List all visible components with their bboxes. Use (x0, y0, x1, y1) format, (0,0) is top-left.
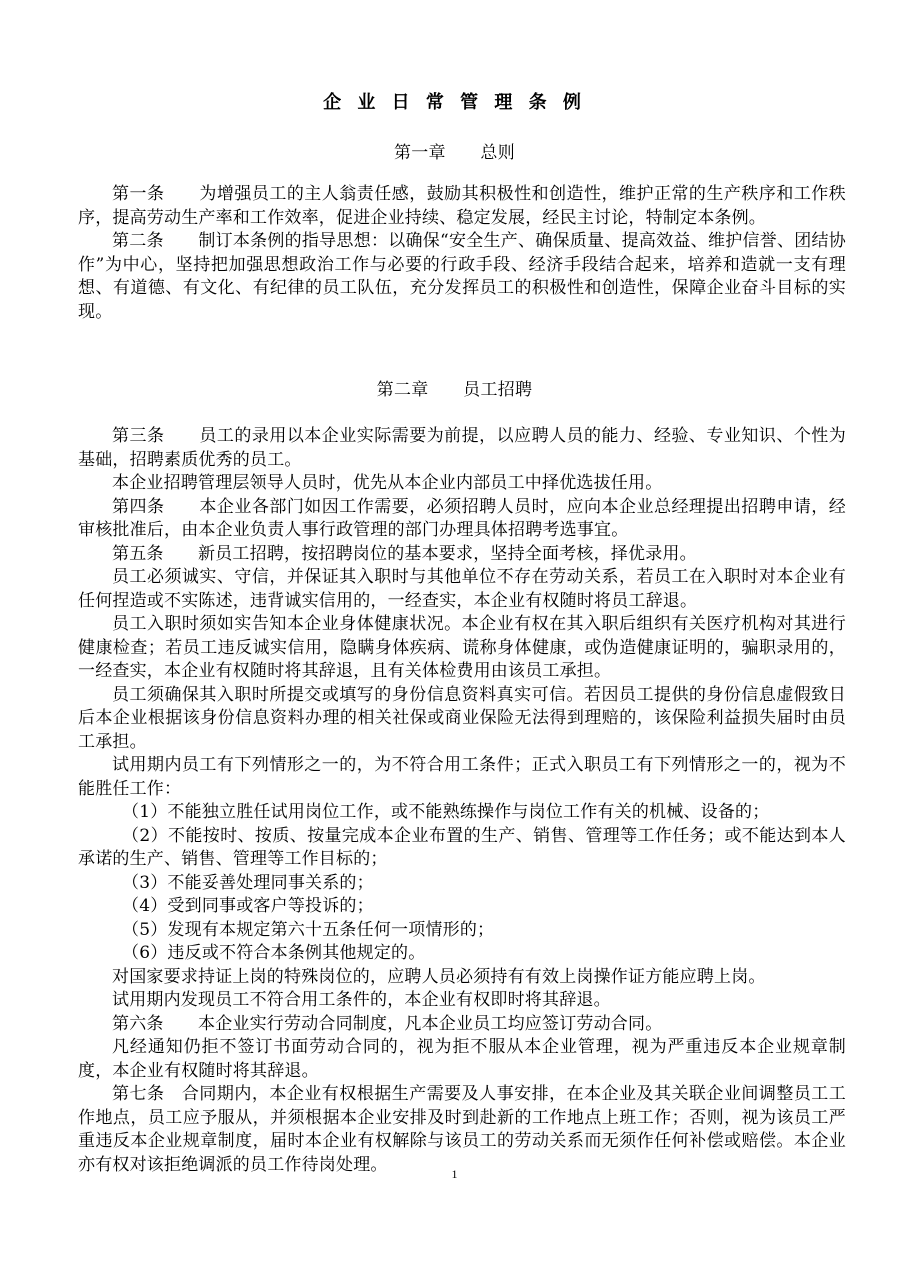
page-number: 1 (451, 1167, 458, 1181)
paragraph-probation-conditions: 试用期内员工有下列情形之一的，为不符合用工条件；正式入职员工有下列情形之一的，视为不能胜任工作： (78, 755, 846, 799)
list-item: （6）违反或不符合本条例其他规定的。 (122, 943, 426, 963)
article-4-paragraph: 第四条 本企业各部门如因工作需要，必须招聘人员时，应向本企业总经理提出招聘申请，经审核批准后，由本企业负责人事行政管理的部门办理具体招聘考选事宜。 (78, 496, 846, 540)
list-item: （3）不能妥善处理同事关系的； (122, 872, 374, 893)
paragraph-probation-dismissal: 试用期内发现员工不符合用工条件的，本企业有权即时将其辞退。 (112, 990, 611, 1010)
article-3-paragraph: 第三条 员工的录用以本企业实际需要为前提，以应聘人员的能力、经验、专业知识、个性为基础，招聘素质优秀的员工。 (78, 426, 846, 470)
list-item: （1）不能独立胜任试用岗位工作，或不能熟练操作与岗位工作有关的机械、设备的； (122, 802, 770, 822)
article-2-paragraph: 第二条 制订本条例的指导思想：以确保“安全生产、确保质量、提高效益、维护信誉、团结协作”为中心，坚持把加强思想政治工作与必要的行政手段、经济手段结合起来，培养和造就一支有理想、有道德、有文化、有纪律的员工队伍，充分发挥员工的积极性和创造性，保障企业奋斗目标的实现。 (78, 231, 846, 322)
list-item: （2）不能按时、按质、按量完成本企业布置的生产、销售、管理等工作任务；或不能达到本人承诺的生产、销售、管理等工作目标的； (78, 825, 846, 869)
list-item: （4）受到同事或客户等投诉的； (122, 896, 374, 916)
article-7-paragraph: 第七条 合同期内，本企业有权根据生产需要及人事安排，在本企业及其关联企业间调整员工工作地点，员工应予服从，并须根据本企业安排及时到赴新的工作地点上班工作；否则，视为该员工严重违反本企业规章制度，届时本企业有权解除与该员工的劳动关系而无须作任何补偿或赔偿。本企业亦有权对该拒绝调派的员工作待岗处理。 (78, 1084, 846, 1175)
paragraph-honesty: 员工必须诚实、守信，并保证其入职时与其他单位不存在劳动关系，若员工在入职时对本企业有任何捏造或不实陈述，违背诚实信用的，一经查实，本企业有权随时将员工辞退。 (78, 567, 846, 611)
article-5-paragraph: 第五条 新员工招聘，按招聘岗位的基本要求，坚持全面考核，择优录用。 (112, 543, 697, 564)
chapter-1-body (78, 183, 846, 324)
list-item: （5）发现有本规定第六十五条任何一项情形的； (122, 919, 495, 940)
document-title: 企 业 日 常 管 理 条 例 (323, 92, 586, 113)
paragraph-certification: 对国家要求持证上岗的特殊岗位的，应聘人员必须持有有效上岗操作证方能应聘上岗。 (112, 966, 766, 987)
article-6-paragraph: 第六条 本企业实行劳动合同制度，凡本企业员工均应签订劳动合同。 (112, 1013, 663, 1034)
article-1-paragraph: 第一条 为增强员工的主人翁责任感，鼓励其积极性和创造性，维护正常的生产秩序和工作秩序，提高劳动生产率和工作效率，促进企业持续、稳定发展，经民主讨论，特制定本条例。 (78, 184, 846, 228)
paragraph-management-recruitment: 本企业招聘管理层领导人员时，优先从本企业内部员工中择优选拔任用。 (112, 473, 663, 493)
chapter-2-body (78, 425, 846, 1177)
chapter-1-heading: 第一章 总则 (393, 143, 516, 163)
paragraph-identity: 员工须确保其入职时所提交或填写的身份信息资料真实可信。若因员工提供的身份信息虚假致日后本企业根据该身份信息资料办理的相关社保或商业保险无法得到理赔的，该保险利益损失届时由员工承担。 (78, 684, 846, 752)
paragraph-health: 员工入职时须如实告知本企业身体健康状况。本企业有权在其入职后组织有关医疗机构对其进行健康检查；若员工违反诚实信用，隐瞒身体疾病、谎称身体健康，或伪造健康证明的，骗职录用的，一经查实，本企业有权随时将其辞退，且有关体检费用由该员工承担。 (78, 614, 846, 681)
paragraph-contract-refusal: 凡经通知仍拒不签订书面劳动合同的，视为拒不服从本企业管理，视为严重违反本企业规章制度，本企业有权随时将其辞退。 (78, 1037, 846, 1081)
chapter-2-heading: 第二章 员工招聘 (376, 380, 533, 400)
